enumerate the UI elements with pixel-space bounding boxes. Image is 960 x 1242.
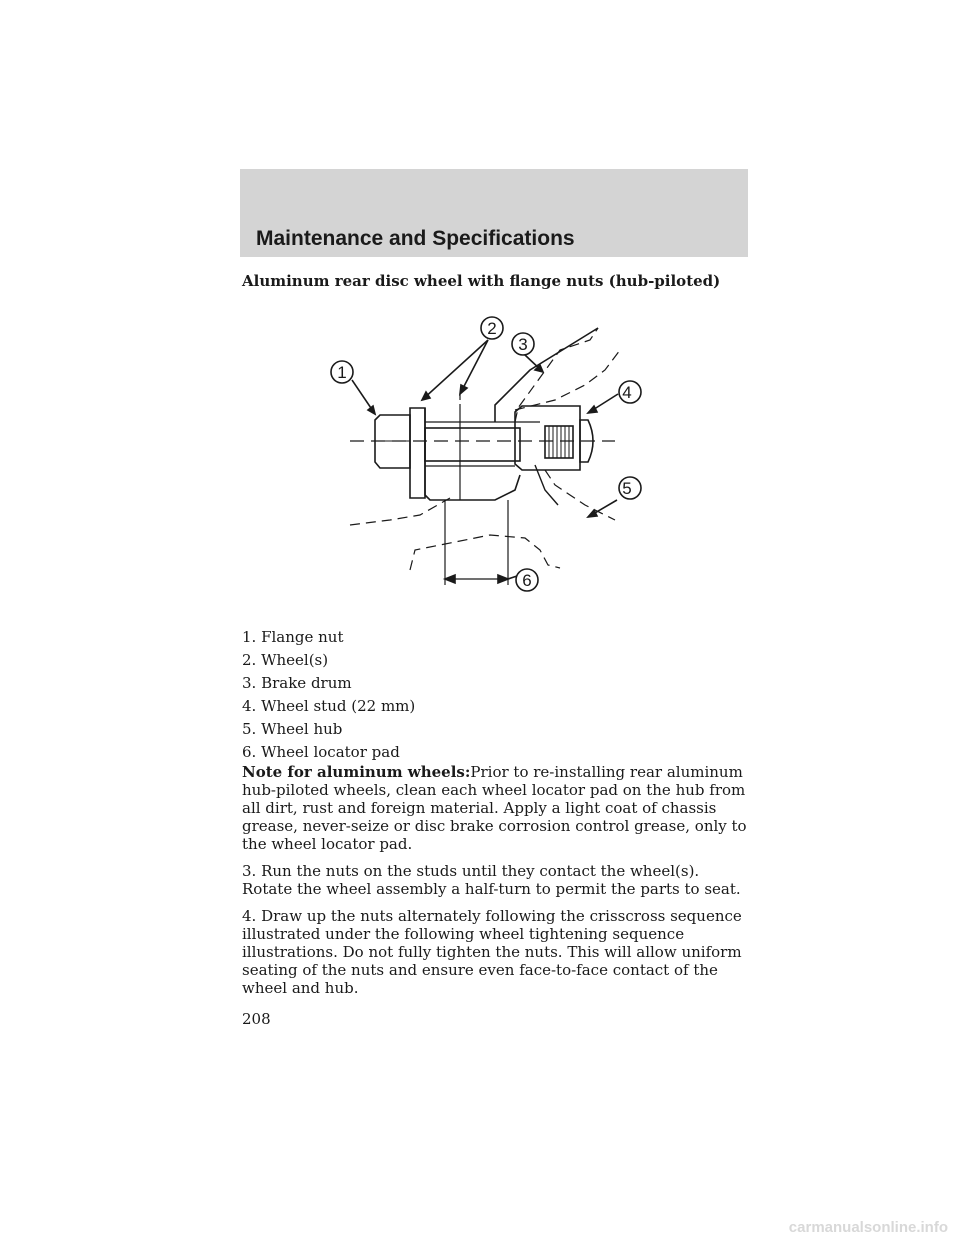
- callout-6: 6: [522, 571, 532, 590]
- step-paragraph: 4. Draw up the nuts alternately following the crisscross sequence illustrated under the following wheel tightening sequence illustrations. Do not fully tighten the nuts. This will allow uniform seating of the nuts and ensure even face-to-face contact of the wheel and hub.: [242, 907, 742, 997]
- callout-4: 4: [622, 383, 632, 402]
- parts-legend: [242, 626, 762, 764]
- legend-item: 3. Brake drum: [242, 674, 352, 692]
- legend-item: 1. Flange nut: [242, 628, 344, 646]
- callout-5: 5: [622, 479, 632, 498]
- callout-1: 1: [337, 363, 347, 382]
- figure-caption: Aluminum rear disc wheel with flange nuts (hub-piloted): [242, 272, 721, 290]
- page-number: 208: [242, 1010, 271, 1028]
- body-text: [242, 763, 752, 1006]
- note-label: Note for aluminum wheels:: [242, 763, 471, 781]
- step-paragraph: 3. Run the nuts on the studs until they contact the wheel(s). Rotate the wheel assembly a half-turn to permit the parts to seat.: [242, 862, 741, 898]
- legend-item: 4. Wheel stud (22 mm): [242, 697, 416, 715]
- wheel-assembly-diagram: [330, 310, 630, 600]
- legend-item: 2. Wheel(s): [242, 651, 329, 669]
- note-text: Prior to re-installing rear aluminum hub-piloted wheels, clean each wheel locator pad on the hub from all dirt, rust and foreign material. Apply a light coat of chassis grease, never-seize or disc brake corrosion control grease, only to the wheel locator pad.: [242, 763, 747, 853]
- callout-2: 2: [487, 319, 497, 338]
- section-header: [240, 169, 748, 257]
- callout-3: 3: [518, 335, 528, 354]
- footer-watermark: carmanualsonline.info: [788, 1219, 948, 1236]
- section-title: Maintenance and Specifications: [256, 227, 575, 250]
- legend-item: 5. Wheel hub: [242, 720, 343, 738]
- legend-item: 6. Wheel locator pad: [242, 743, 400, 761]
- note-paragraph: [242, 763, 752, 853]
